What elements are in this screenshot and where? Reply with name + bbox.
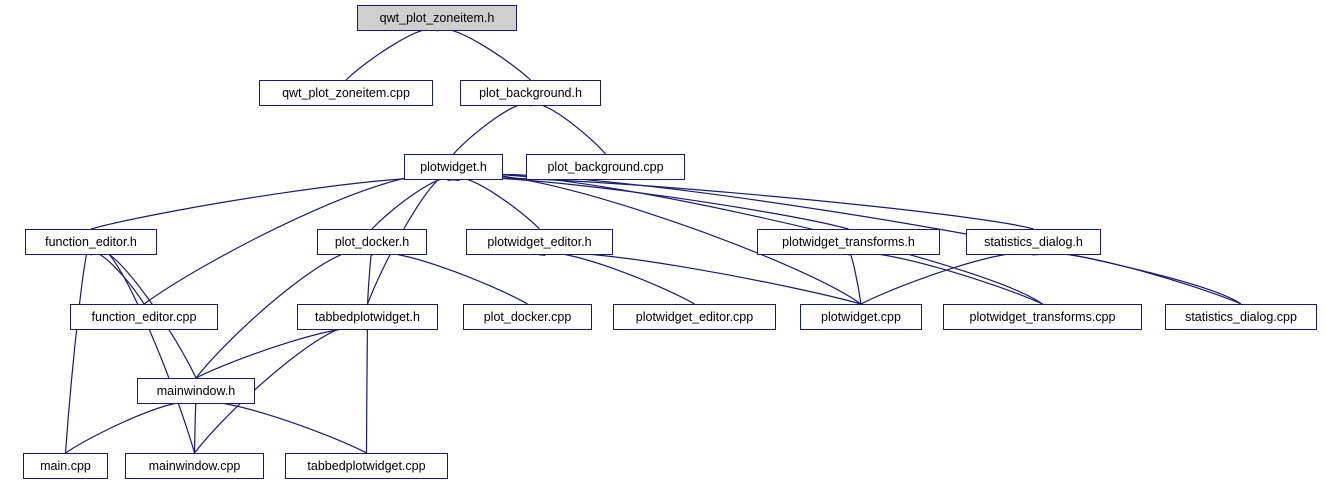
edge-plotwidget_editor_cpp-to-plotwidget_editor_h	[540, 253, 695, 304]
edge-function_editor_h-to-plotwidget_h	[91, 178, 454, 229]
graph-node-plot_background_h[interactable]: plot_background.h	[460, 80, 601, 106]
edge-statistics_dialog_cpp-to-statistics_dialog_h	[1034, 253, 1242, 304]
edge-plot_background_cpp-to-plot_background_h	[531, 104, 606, 154]
graph-node-plot_docker_h[interactable]: plot_docker.h	[317, 229, 427, 255]
edge-tabbedplotwidget_cpp-to-mainwindow_h	[196, 402, 367, 453]
edge-plotwidget_transforms_cpp-to-plotwidget_transforms_h	[849, 253, 1043, 304]
graph-node-tabbedplotwidget_h[interactable]: tabbedplotwidget.h	[297, 304, 438, 330]
edge-plot_docker_h-to-plotwidget_h	[372, 178, 454, 229]
edge-tabbedplotwidget_cpp-to-tabbedplotwidget_h	[367, 324, 368, 453]
graph-node-plotwidget_h[interactable]: plotwidget.h	[404, 154, 503, 180]
graph-node-function_editor_h[interactable]: function_editor.h	[25, 229, 157, 255]
graph-node-main_cpp[interactable]: main.cpp	[23, 453, 108, 479]
edge-main_cpp-to-function_editor_h	[66, 246, 92, 453]
graph-node-tabbedplotwidget_cpp[interactable]: tabbedplotwidget.cpp	[285, 453, 448, 479]
edge-plotwidget_editor_h-to-plotwidget_h	[454, 178, 540, 229]
graph-node-mainwindow_cpp[interactable]: mainwindow.cpp	[125, 453, 264, 479]
edge-plotwidget_transforms_h-to-plotwidget_h	[454, 178, 849, 229]
edge-statistics_dialog_h-to-plotwidget_h	[454, 178, 1034, 229]
graph-node-plotwidget_transforms_cpp[interactable]: plotwidget_transforms.cpp	[943, 304, 1142, 330]
graph-node-statistics_dialog_cpp[interactable]: statistics_dialog.cpp	[1165, 304, 1317, 330]
edge-plot_docker_cpp-to-plot_docker_h	[372, 253, 528, 304]
edge-plotwidget_cpp-to-plotwidget_editor_h	[540, 253, 862, 304]
edge-function_editor_cpp-to-function_editor_h	[91, 253, 144, 304]
edge-mainwindow_cpp-to-mainwindow_h	[195, 402, 197, 453]
edge-plotwidget_h-to-plot_background_h	[454, 104, 531, 154]
edge-main_cpp-to-mainwindow_h	[66, 402, 197, 453]
graph-node-function_editor_cpp[interactable]: function_editor.cpp	[70, 304, 218, 330]
graph-node-qwt_plot_zoneitem_cpp[interactable]: qwt_plot_zoneitem.cpp	[259, 80, 433, 106]
edge-qwt_plot_zoneitem_cpp-to-qwt_plot_zoneitem_h	[346, 29, 437, 80]
edge-mainwindow_h-to-tabbedplotwidget_h	[196, 328, 368, 378]
edge-plot_background_h-to-qwt_plot_zoneitem_h	[437, 29, 531, 80]
graph-node-qwt_plot_zoneitem_h[interactable]: qwt_plot_zoneitem.h	[357, 5, 517, 31]
edge-plotwidget_cpp-to-plotwidget_transforms_h	[849, 253, 862, 304]
graph-node-plotwidget_editor_h[interactable]: plotwidget_editor.h	[466, 229, 613, 255]
graph-node-mainwindow_h[interactable]: mainwindow.h	[137, 378, 255, 404]
graph-node-statistics_dialog_h[interactable]: statistics_dialog.h	[966, 229, 1101, 255]
edge-mainwindow_cpp-to-function_editor_h	[91, 246, 195, 453]
graph-node-plotwidget_cpp[interactable]: plotwidget.cpp	[800, 304, 922, 330]
graph-node-plotwidget_editor_cpp[interactable]: plotwidget_editor.cpp	[613, 304, 776, 330]
edge-plotwidget_cpp-to-statistics_dialog_h	[861, 253, 1034, 304]
edge-tabbedplotwidget_h-to-plot_docker_h	[368, 253, 373, 304]
graph-node-plotwidget_transforms_h[interactable]: plotwidget_transforms.h	[757, 229, 940, 255]
graph-node-plot_background_cpp[interactable]: plot_background.cpp	[526, 154, 685, 180]
graph-node-plot_docker_cpp[interactable]: plot_docker.cpp	[463, 304, 592, 330]
